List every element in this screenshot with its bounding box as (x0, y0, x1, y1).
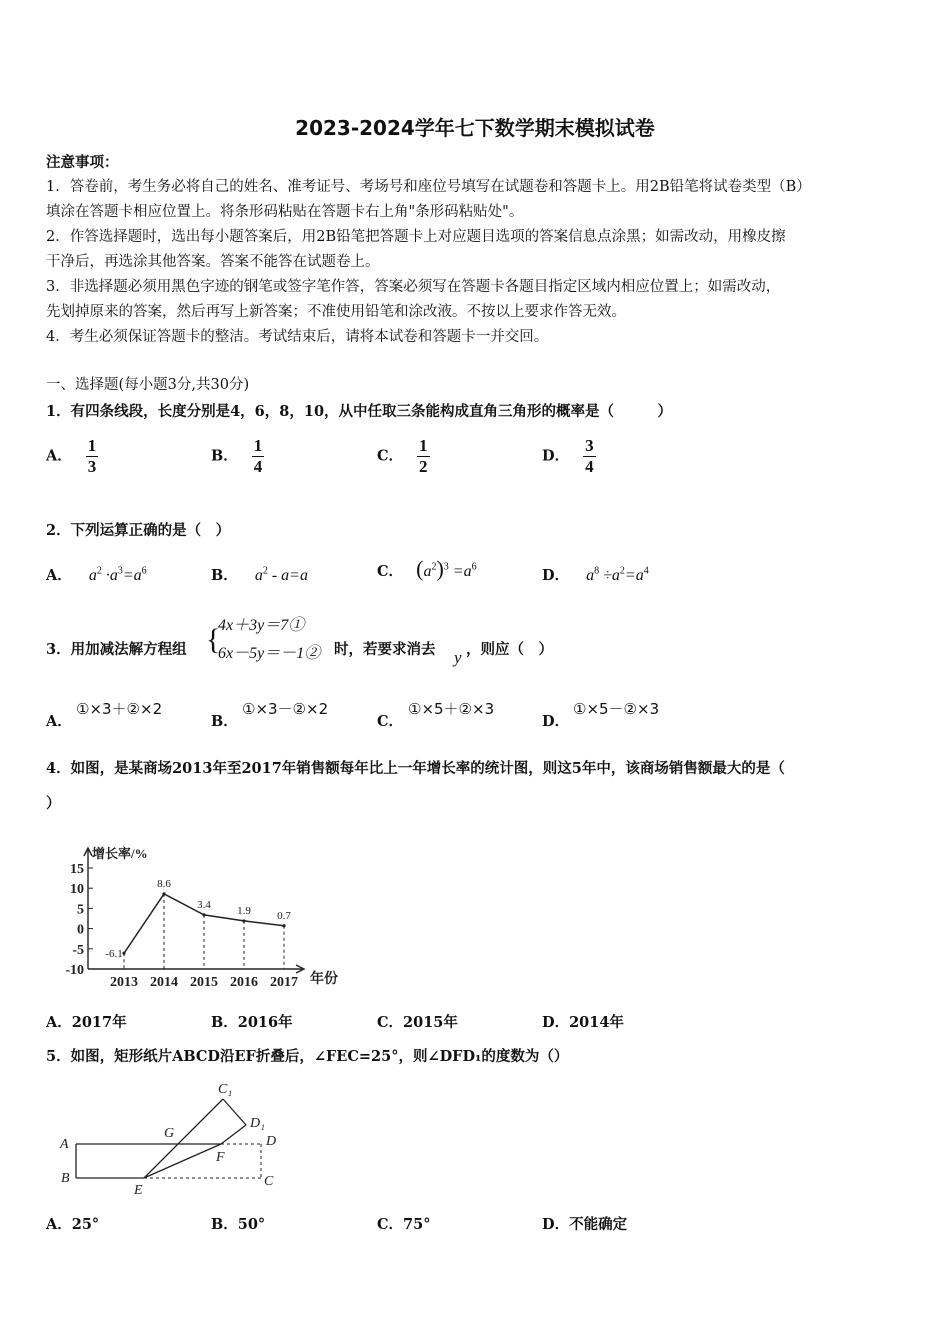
folding-figure (56, 1075, 286, 1200)
q2-option-a (46, 564, 147, 585)
equation-system (218, 612, 320, 668)
data-point (242, 919, 245, 922)
q3-option-label-b: B． (211, 713, 238, 730)
formula: $a^2 - a=a$ (254, 565, 308, 584)
q4-option-b: B．2016年 (211, 1014, 293, 1031)
q3-option-b: ①×3－②×2 (242, 700, 329, 718)
notice-line: 干净后，再选涂其他答案。答案不能答在试题卷上。 (46, 254, 380, 270)
variable-y: y (454, 648, 462, 667)
question-1-text: 1．有四条线段，长度分别是4，6，8，10，从中任取三条能构成直角三角形的概率是（ ） (46, 403, 673, 420)
data-label: 8.6 (157, 877, 171, 890)
q1-option-a (46, 436, 98, 477)
label-f: F (216, 1150, 225, 1165)
y-axis-label: 增长率/% (92, 846, 148, 861)
option-label: D． (542, 567, 570, 584)
notice-line: 先划掉原来的答案，然后再写上新答案；不准使用铅笔和涂改液。不按以上要求作答无效。 (46, 304, 626, 320)
q1-option-b (211, 436, 264, 477)
segment-ec1 (144, 1099, 223, 1178)
q5-option-d: D．不能确定 (542, 1216, 628, 1233)
x-tick-label: 2014 (150, 975, 178, 990)
option-label: B． (211, 447, 238, 465)
x-tick-label: 2015 (190, 975, 218, 990)
equation-2: 6x－5y＝－1② (218, 645, 321, 662)
question-5-text: 5．如图，矩形纸片ABCD沿EF折叠后，∠FEC=25°，则∠DFD₁的度数为（） (46, 1048, 569, 1065)
option-label: C． (377, 563, 404, 580)
fraction: $\frac{1}{2}$ (419, 436, 428, 476)
y-tick-label: 0 (77, 922, 84, 938)
q2-option-c (377, 556, 477, 582)
question-3-suffix: ，则应（ ） (466, 641, 553, 658)
segment-c1d1 (223, 1099, 246, 1125)
q3-option-a: ①×3＋②×2 (76, 700, 163, 718)
formula: $(a^2)^3 =a^6$ (416, 556, 477, 581)
data-label: 1.9 (237, 904, 251, 917)
x-tick-label: 2017 (270, 975, 298, 990)
fraction: $\frac{3}{4}$ (585, 436, 594, 476)
fold-line-ef (144, 1144, 221, 1178)
label-c: C (264, 1174, 274, 1189)
y-tick-label: 15 (70, 862, 84, 877)
data-label: 0.7 (277, 909, 291, 922)
q3-option-label-c: C． (377, 713, 404, 730)
equation-1: 4x＋3y＝7① (218, 617, 305, 634)
data-point (282, 924, 285, 927)
formula: $a^2 \cdot a^3=a^6$ (88, 565, 147, 584)
label-c1: C₁ (218, 1082, 233, 1097)
section-heading: 一、选择题(每小题3分,共30分) (46, 377, 250, 393)
x-tick-label: 2016 (230, 975, 258, 990)
notice-line: 3．非选择题必须用黑色字迹的钢笔或签字笔作答，答案必须写在答题卡各题目指定区域内相应位置上；如需改动， (46, 279, 781, 295)
x-tick-label: 2013 (110, 975, 138, 990)
system-brace: { (206, 623, 221, 656)
option-label: A． (46, 447, 72, 465)
notice-section (46, 150, 926, 350)
q4-option-a: A．2017年 (46, 1014, 127, 1031)
label-e: E (134, 1183, 143, 1198)
notice-heading: 注意事项： (46, 154, 119, 171)
notice-line: 4．考生必须保证答题卡的整洁。考试结束后，请将本试卷和答题卡一并交回。 (46, 329, 549, 345)
q5-option-b: B．50° (211, 1216, 266, 1233)
option-label: D． (542, 447, 570, 465)
fraction: $\frac{1}{3}$ (87, 436, 97, 476)
q1-option-d (542, 436, 596, 477)
label-d1: D₁ (250, 1116, 265, 1131)
formula: $a^8 \div a^2=a^4$ (586, 565, 649, 584)
segment-d1f (221, 1125, 246, 1144)
fraction: $\frac{1}{4}$ (253, 436, 263, 476)
y-tick-label: 10 (70, 882, 84, 898)
y-tick-label: -10 (65, 963, 84, 978)
notice-line: 填涂在答题卡相应位置上。将条形码粘贴在答题卡右上角"条形码粘贴处"。 (46, 204, 524, 220)
notice-line: 2．作答选择题时，选出每小题答案后，用2B铅笔把答题卡上对应题目选项的答案信息点涂黑；如需改动，用橡皮擦 (46, 229, 786, 245)
label-b: B (61, 1171, 70, 1186)
data-point (162, 892, 165, 895)
question-2-text: 2．下列运算正确的是（ ） (46, 522, 231, 539)
label-a: A (60, 1137, 69, 1152)
question-3-prefix: 3．用加减法解方程组 (46, 641, 187, 658)
option-label: A． (46, 567, 72, 584)
question-4-text: 4．如图，是某商场2013年至2017年销售额每年比上一年增长率的统计图，则这5年中，该商场销售额最大的是（ (46, 760, 785, 777)
q1-option-c (377, 436, 430, 477)
q4-option-d: D．2014年 (542, 1014, 624, 1031)
q3-option-c: ①×5＋②×3 (408, 700, 495, 718)
data-label: 3.4 (197, 898, 211, 911)
data-label: -6.1 (105, 948, 123, 961)
q3-option-label-d: D． (542, 713, 570, 730)
data-point (122, 952, 125, 955)
q4-option-c: C．2015年 (377, 1014, 458, 1031)
q5-option-c: C．75° (377, 1216, 431, 1233)
data-point (202, 913, 205, 916)
x-axis-label: 年份 (310, 972, 338, 987)
y-tick-label: -5 (72, 942, 84, 958)
label-d: D (266, 1134, 277, 1149)
question-4-text-end: ） (46, 795, 61, 812)
label-g: G (164, 1126, 175, 1141)
q2-option-b (211, 564, 308, 585)
question-3-middle: 时，若要求消去 (334, 641, 436, 658)
y-tick-label: 5 (77, 902, 84, 918)
page-title: 2023-2024学年七下数学期末模拟试卷 (295, 116, 655, 140)
option-label: B． (211, 567, 238, 584)
growth-rate-chart (52, 838, 352, 998)
q2-option-d (542, 564, 649, 585)
notice-line: 1．答卷前，考生务必将自己的姓名、准考证号、考场号和座位号填写在试题卷和答题卡上。用2B铅笔将试卷类型（B） (46, 179, 811, 195)
q3-option-label-a: A． (46, 713, 72, 730)
q5-option-a: A．25° (46, 1216, 100, 1233)
q3-option-d: ①×5－②×3 (573, 700, 660, 718)
option-label: C． (377, 447, 404, 465)
